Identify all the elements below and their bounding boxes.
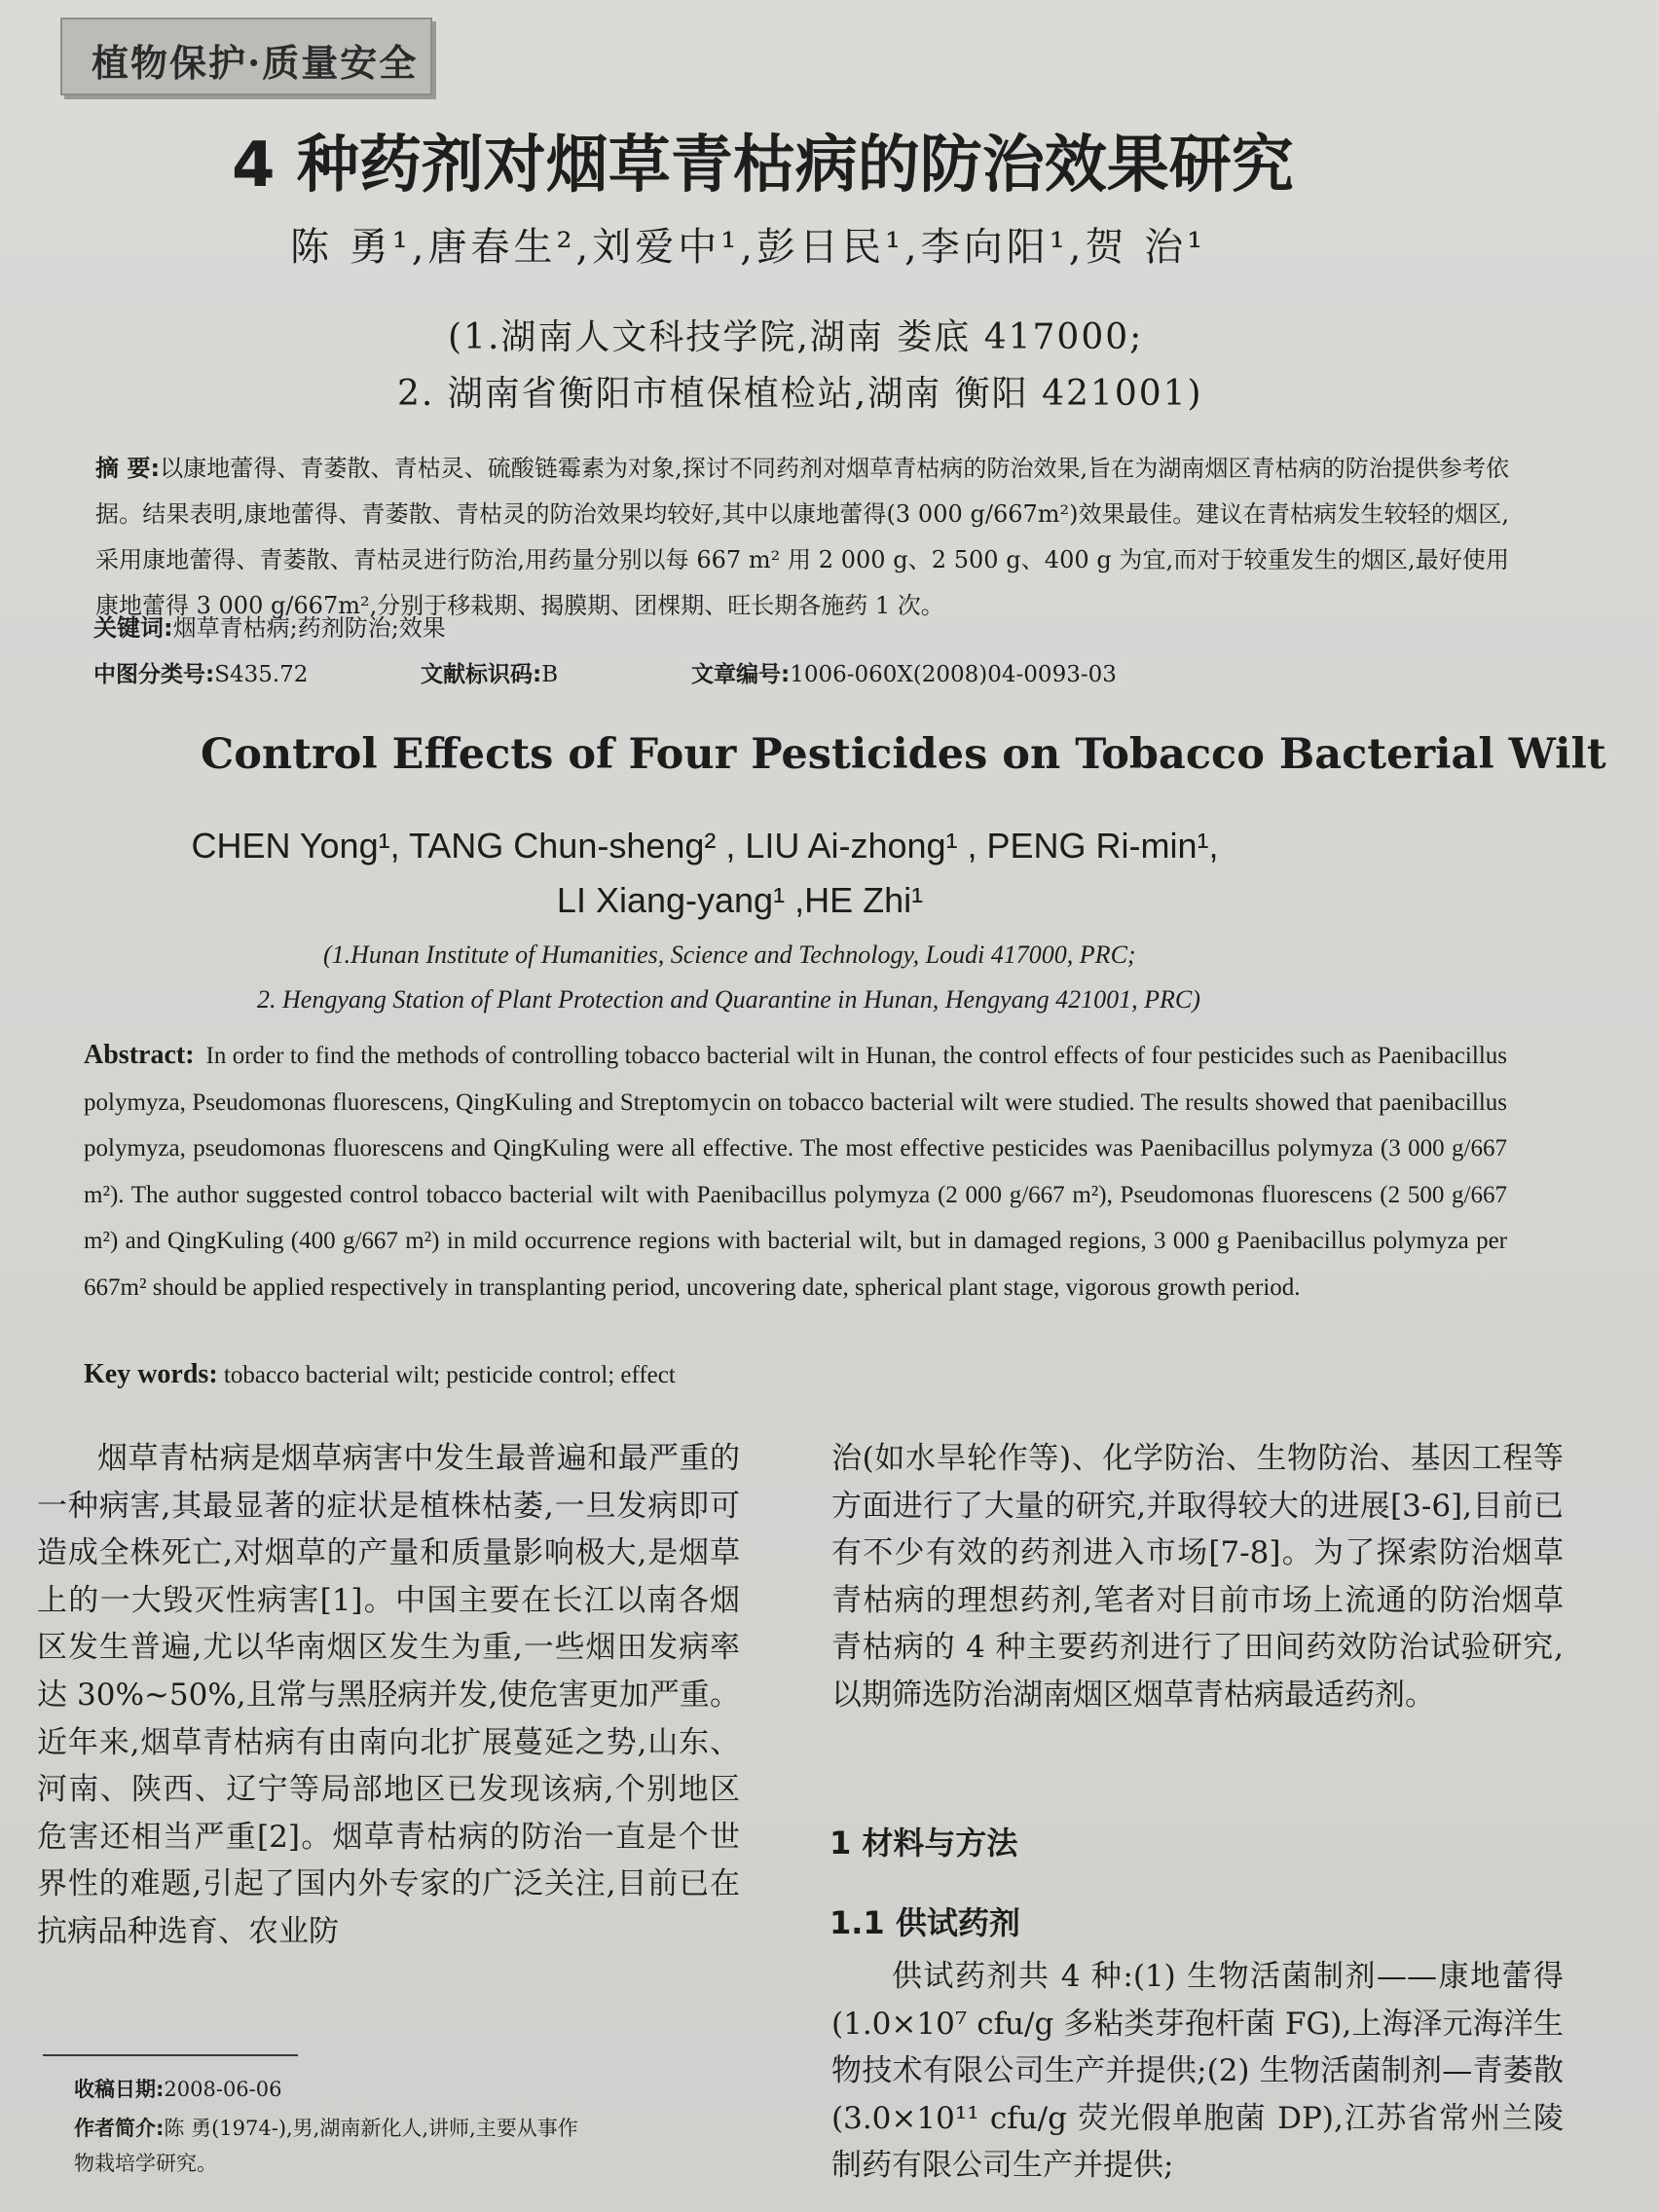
affiliation-english-2: 2. Hengyang Station of Plant Protection and Quarantine in Hunan, Hengyang 421001, PRC) xyxy=(257,985,1200,1014)
section-tag-label: 植物保护·质量安全 xyxy=(92,41,419,85)
article-number-value: 1006-060X(2008)04-0093-03 xyxy=(790,662,1117,687)
footnote-author-bio xyxy=(74,2113,578,2142)
abstract-chinese-label: 摘 要: xyxy=(95,455,161,482)
document-code xyxy=(421,656,558,688)
title-english: Control Effects of Four Pesticides on Tobacco Bacterial Wilt xyxy=(201,730,1606,779)
affiliation-chinese-1: (1.湖南人文科技学院,湖南 娄底 417000; xyxy=(448,317,1144,357)
footnote-divider xyxy=(43,2054,298,2056)
document-code-label: 文献标识码: xyxy=(421,662,542,687)
body-pesticides-paragraph: 供试药剂共 4 种:(1) 生物活菌制剂——康地蕾得(1.0×10⁷ cfu/g 多粘类芽孢杆菌 FG),上海泽元海洋生物技术有限公司生产并提供;(2) 生物活菌制剂—青萎散 (3.0×10¹¹ cfu/g 荧光假单胞菌 DP),江苏省常州兰陵制药有限公司生产并提供; xyxy=(831,1959,1564,2184)
document-code-value: B xyxy=(541,662,559,687)
keywords-english xyxy=(84,1359,960,1390)
abstract-chinese-text: 以康地蕾得、青萎散、青枯灵、硫酸链霉素为对象,探讨不同药剂对烟草青枯病的防治效果,旨在为湖南烟区青枯病的防治提供参考依据。结果表明,康地蕾得、青萎散、青枯灵的防治效果均较好,其中以康地蕾得(3 000 g/667m²)效果最佳。建议在青枯病发生较轻的烟区,采用康地蕾得、青萎散、青枯灵进行防治,用药量分别以每 667 m² 用 2 000 g、2 500 g、400 g 为宜,而对于较重发生的烟区,最好使用康地蕾得 3 000 g/667m²,分别于移栽期、揭膜期、团棵期、旺长期各施药 1 次。 xyxy=(95,455,1509,619)
abstract-english xyxy=(84,1032,1507,1310)
author-bio-label: 作者简介: xyxy=(74,2117,165,2140)
section-heading-materials-methods: 1 材料与方法 xyxy=(830,1825,1018,1862)
keywords-chinese-label: 关键词: xyxy=(93,614,173,642)
footnote-author-bio-continued: 物栽培学研究。 xyxy=(74,2152,217,2175)
footnote-received-date xyxy=(74,2074,281,2103)
article-number xyxy=(691,656,1117,688)
keywords-chinese-text: 烟草青枯病;药剂防治;效果 xyxy=(172,614,446,642)
article-number-label: 文章编号: xyxy=(691,662,791,687)
body-right-paragraph: 治(如水旱轮作等)、化学防治、生物防治、基因工程等方面进行了大量的研究,并取得较大的进展[3-6],目前已有不少有效的药剂进入市场[7-8]。为了探索防治烟草青枯病的理想药剂,笔者对目前市场上流通的防治烟草青枯病的 4 种主要药剂进行了田间药效防治试验研究,以期筛选防治湖南烟区烟草青枯病最适药剂。 xyxy=(831,1441,1564,1713)
clc-number xyxy=(93,656,308,688)
received-label: 收稿日期: xyxy=(74,2078,165,2101)
body-left-column: 烟草青枯病是烟草病害中发生最普遍和最严重的一种病害,其最显著的症状是植株枯萎,一旦发病即可造成全株死亡,对烟草的产量和质量影响极大,是烟草上的一大毁灭性病害[1]。中国主要在长江以南各烟区发生普遍,尤以华南烟区发生为重,一些烟田发病率达 30%~50%,且常与黑胫病并发,使危害更加严重。近年来,烟草青枯病有由南向北扩展蔓延之势,山东、河南、陕西、辽宁等局部地区已发现该病,个别地区危害还相当严重[2]。烟草青枯病的防治一直是个世界性的难题,引起了国内外专家的广泛关注,目前已在抗病品种选育、农业防 xyxy=(37,1441,740,1949)
clc-label: 中图分类号: xyxy=(93,662,215,687)
keywords-english-label: Key words: xyxy=(84,1359,218,1389)
author-bio-value: 陈 勇(1974-),男,湖南新化人,讲师,主要从事作 xyxy=(164,2117,578,2140)
abstract-english-label: Abstract: xyxy=(84,1040,195,1070)
abstract-chinese xyxy=(95,446,1509,629)
abstract-english-text: In order to find the methods of controlling tobacco bacterial wilt in Hunan, the control effects of four pesticides such as Paenibacillus polymyza, Pseudomonas fluorescens, QingKuling and Streptomycin on tobacco bacterial wilt were studied. The results showed that paenibacillus polymyza, pseudomonas fluorescens and QingKuling were all effective. The most effective pesticides was Paenibacillus polymyza (3 000 g/667 m²). The author suggested control tobacco bacterial wilt with Paenibacillus polymyza (2 000 g/667 m²), Pseudomonas fluorescens (2 500 g/667 m²) and QingKuling (400 g/667 m²) in mild occurrence regions with bacterial wilt, but in damaged regions, 3 000 g Paenibacillus polymyza per 667m² should be applied respectively in transplanting period, uncovering date, spherical plant stage, vigorous growth period. xyxy=(84,1043,1507,1301)
authors-english-line-2: LI Xiang-yang¹ ,HE Zhi¹ xyxy=(556,880,924,920)
clc-value: S435.72 xyxy=(214,662,309,687)
keywords-english-text: tobacco bacterial wilt; pesticide control; effect xyxy=(223,1362,676,1388)
subsection-heading-pesticides: 1.1 供试药剂 xyxy=(830,1904,1020,1941)
affiliation-chinese-2: 2. 湖南省衡阳市植保植检站,湖南 衡阳 421001) xyxy=(397,374,1203,414)
authors-english-line-1: CHEN Yong¹, TANG Chun-sheng² , LIU Ai-zhong¹ , PENG Ri-min¹, xyxy=(191,826,1219,866)
received-value: 2008-06-06 xyxy=(164,2078,282,2101)
title-chinese: 4 种药剂对烟草青枯病的防治效果研究 xyxy=(232,129,1294,202)
authors-chinese: 陈 勇¹,唐春生²,刘爱中¹,彭日民¹,李向阳¹,贺 治¹ xyxy=(290,225,1207,270)
keywords-chinese xyxy=(93,606,1456,650)
section-tag xyxy=(60,18,432,95)
affiliation-english-1: (1.Hunan Institute of Humanities, Science and Technology, Loudi 417000, PRC; xyxy=(323,940,1136,969)
